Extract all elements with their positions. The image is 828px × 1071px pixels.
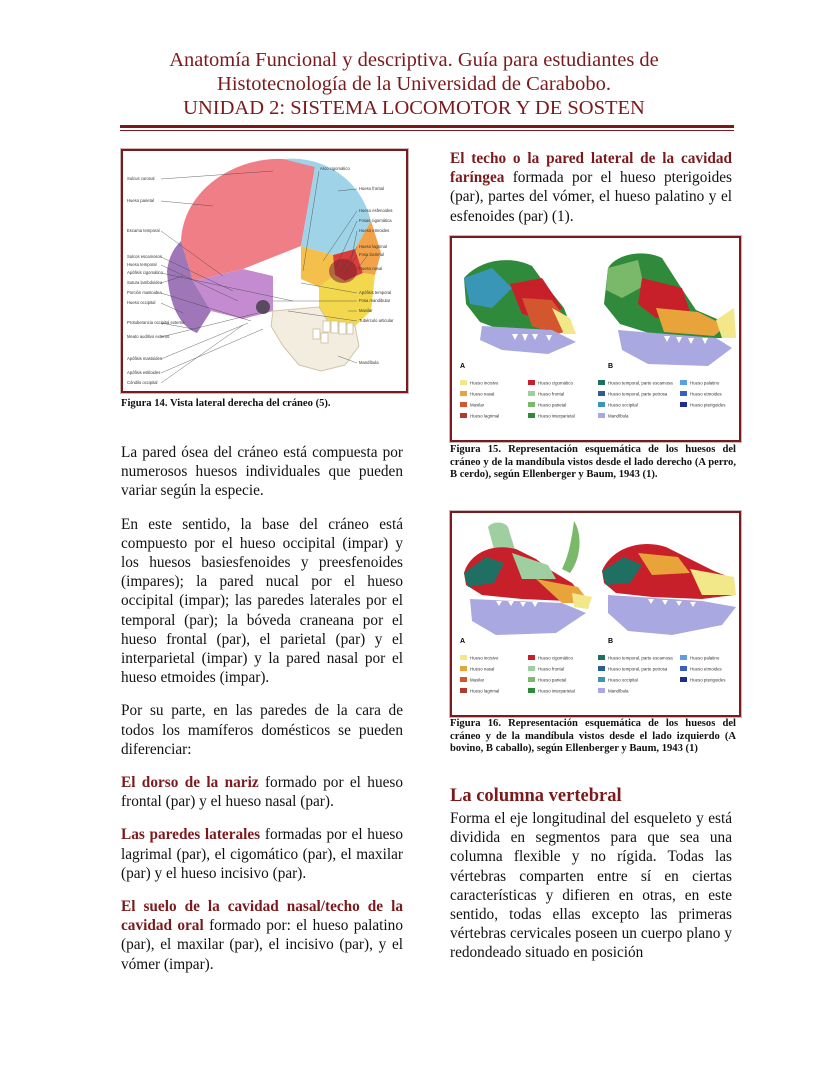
paragraph-lead: El techo o la pared lateral de la cavidad faríngea (450, 150, 732, 187)
paragraph: En este sentido, la base del cráneo está compuesto por el hueso occipital (impar) y los huesos basiesfenoides y preesfenoides (impares); la pared nucal por el hueso occipital (impar); las paredes laterales por el temporal (par); la bóveda craneana por el hueso frontal (par), el parietal (par) y el interparietal (impar) y la pared nasal por el hueso etmoides (impar). (121, 515, 403, 687)
skull-label-right: Hueso nasal (359, 266, 383, 271)
skull-label-left: Sulcos escamosos (127, 254, 162, 259)
paragraph (450, 149, 732, 226)
skull-label-left: Hueso temporal (127, 262, 157, 267)
legend-label: Hueso incisivo (470, 655, 499, 661)
header-line-3: UNIDAD 2: SISTEMA LOCOMOTOR Y DE SOSTEN (183, 97, 645, 119)
skull-label-right: Hueso esfenoides (359, 208, 393, 213)
header-rule-thin (120, 130, 734, 131)
legend-label: Hueso pterigoides (690, 402, 726, 408)
header-rule-thick (120, 125, 734, 128)
panel-label-b: B (608, 638, 614, 645)
skull-label-left: Apófisis estiloides (127, 370, 161, 375)
skull-label-right: Fosa mandibular (359, 298, 391, 303)
legend-label: Hueso palatino (690, 655, 720, 661)
legend-label: Hueso lagrimal (470, 413, 500, 419)
paragraph-lead: Las paredes laterales (121, 826, 261, 844)
skull-label-left: Porción mastoidea (127, 290, 162, 295)
legend-label: Maxilar (470, 677, 485, 683)
skull-label-right: Fosas cigomática (359, 218, 392, 223)
section-body (450, 809, 732, 963)
cow-horse-skull-illustration (452, 513, 739, 715)
skull-label-right: Hueso frontal (359, 186, 384, 191)
skull-label-right: Apófisis temporal (359, 290, 392, 295)
panel-label-b: B (608, 363, 614, 370)
skull-label-right: Arco cigomático (320, 166, 350, 171)
skull-label-right: Mandíbula (359, 360, 379, 365)
skull-label-left: Apófisis mastoides (127, 356, 162, 361)
skull-label-right: Hueso lagrimal (359, 244, 387, 249)
paragraph (121, 773, 403, 811)
legend-label: Hueso etmoides (690, 391, 722, 397)
paragraph-text: formada por el hueso pterigoides (par), partes del vómer, el hueso palatino y el esfenoides (par) (1). (450, 169, 732, 225)
header-line-1: Anatomía Funcional y descriptiva. Guía para estudiantes de (169, 49, 659, 71)
skull-label-left: Cóndilo occipital (127, 380, 158, 385)
figure-15-caption: Figura 15. Representación esquemática de los huesos del cráneo y de la mandíbula vistos desde el lado derecho (A perro, B cerdo), según Ellenberger y Baum, 1943 (1). (450, 444, 736, 481)
figure-15-frame (450, 236, 741, 442)
legend-label: Hueso etmoides (690, 666, 722, 672)
figure-14-caption: Figura 14. Vista lateral derecha del cráneo (5). (121, 398, 331, 409)
paragraph (121, 897, 403, 974)
legend-label: Hueso temporal, parte petrosa (608, 391, 668, 397)
paragraph-text: formadas por el hueso lagrimal (par), el cigomático (par), el maxilar (par) y el hueso incisivo (par). (121, 826, 403, 882)
page-header (100, 48, 728, 120)
paragraph-text: formado por: el hueso palatino (par), el maxilar (par), el incisivo (par), y el vómer (impar). (121, 917, 403, 973)
skull-label-right: Tubérculo articular (359, 318, 394, 323)
legend-label: Hueso parietal (538, 677, 567, 683)
paragraph: La pared ósea del cráneo está compuesta por numerosos huesos individuales que pueden variar según la especie. (121, 444, 403, 500)
legend-label: Mandíbula (608, 413, 629, 419)
legend-label: Hueso incisivo (470, 380, 499, 386)
skull-label-left: Protuberancia occipital externa (127, 320, 185, 325)
skull-label-left: Sutura lambdoidea (127, 280, 163, 285)
skull-label-right: Fosa lacrimal (359, 252, 384, 257)
skull-label-left: Meato auditivo externo (127, 334, 170, 339)
legend-label: Hueso cigomático (538, 380, 573, 386)
legend-label: Hueso palatino (690, 380, 720, 386)
skull-label-right: Hueso etmoides (359, 228, 390, 233)
legend-label: Hueso cigomático (538, 655, 573, 661)
paragraph-lead: El dorso de la nariz (121, 774, 259, 792)
legend-label: Hueso temporal, parte escamosa (608, 380, 673, 386)
skull-label-left: Escama temporal (127, 228, 160, 233)
legend-label: Hueso lagrimal (470, 688, 500, 694)
legend-label: Hueso nasal (470, 391, 495, 397)
legend-label: Hueso pterigoides (690, 677, 726, 683)
paragraph: Forma el eje longitudinal del esqueleto y está dividida en segmentos para que sea una columna flexible y no rígida. Todas las vértebras comparten entre sí en ciertas características y difieren en otras, en este sentido, todas ellas excepto las primeras vértebras cervicales poseen un cuerpo plano y redondeado situado en posición (450, 810, 732, 962)
paragraph-lead: El suelo de la cavidad nasal/techo de la cavidad oral (121, 898, 403, 935)
legend-label: Maxilar (470, 402, 485, 408)
legend-label: Hueso frontal (538, 391, 565, 397)
skull-lateral-illustration (123, 151, 406, 391)
skull-label-left: Sulcus coronal (127, 176, 155, 181)
legend-label: Hueso temporal, parte escamosa (608, 655, 673, 661)
legend-label: Hueso interparietal (538, 688, 575, 694)
figure-16-caption: Figura 16. Representación esquemática de los huesos del cráneo y de la mandíbula vistos desde el lado izquierdo (A bovino, B caballo), según Ellenberger y Baum, 1943 (1) (450, 718, 736, 755)
header-line-2: Histotecnología de la Universidad de Carabobo. (217, 73, 611, 95)
legend-label: Mandíbula (608, 688, 629, 694)
panel-label-a: A (460, 363, 466, 370)
legend-label: Hueso temporal, parte petrosa (608, 666, 668, 672)
legend-label: Hueso parietal (538, 402, 567, 408)
panel-label-a: A (460, 638, 466, 645)
paragraph (121, 825, 403, 883)
paragraph-text: formado por el hueso frontal (par) y el hueso nasal (par). (121, 774, 403, 811)
skull-label-right: Maxilar (359, 308, 373, 313)
skull-label-left: Apófisis cigomático (127, 270, 163, 275)
dog-pig-skull-illustration (452, 238, 739, 440)
legend-label: Hueso occipital (608, 677, 638, 683)
left-column (121, 443, 403, 974)
section-title: La columna vertebral (450, 786, 622, 806)
right-column-intro (450, 149, 732, 226)
legend-label: Hueso occipital (608, 402, 638, 408)
skull-label-left: Hueso parietal (127, 198, 155, 203)
legend-label: Hueso frontal (538, 666, 565, 672)
figure-14-frame (121, 149, 408, 393)
skull-label-left: Hueso occipital (127, 300, 156, 305)
legend-label: Hueso interparietal (538, 413, 575, 419)
paragraph: Por su parte, en las paredes de la cara de todos los mamíferos domésticos se pueden diferenciar: (121, 702, 403, 758)
figure-16-frame (450, 511, 741, 717)
legend-label: Hueso nasal (470, 666, 495, 672)
